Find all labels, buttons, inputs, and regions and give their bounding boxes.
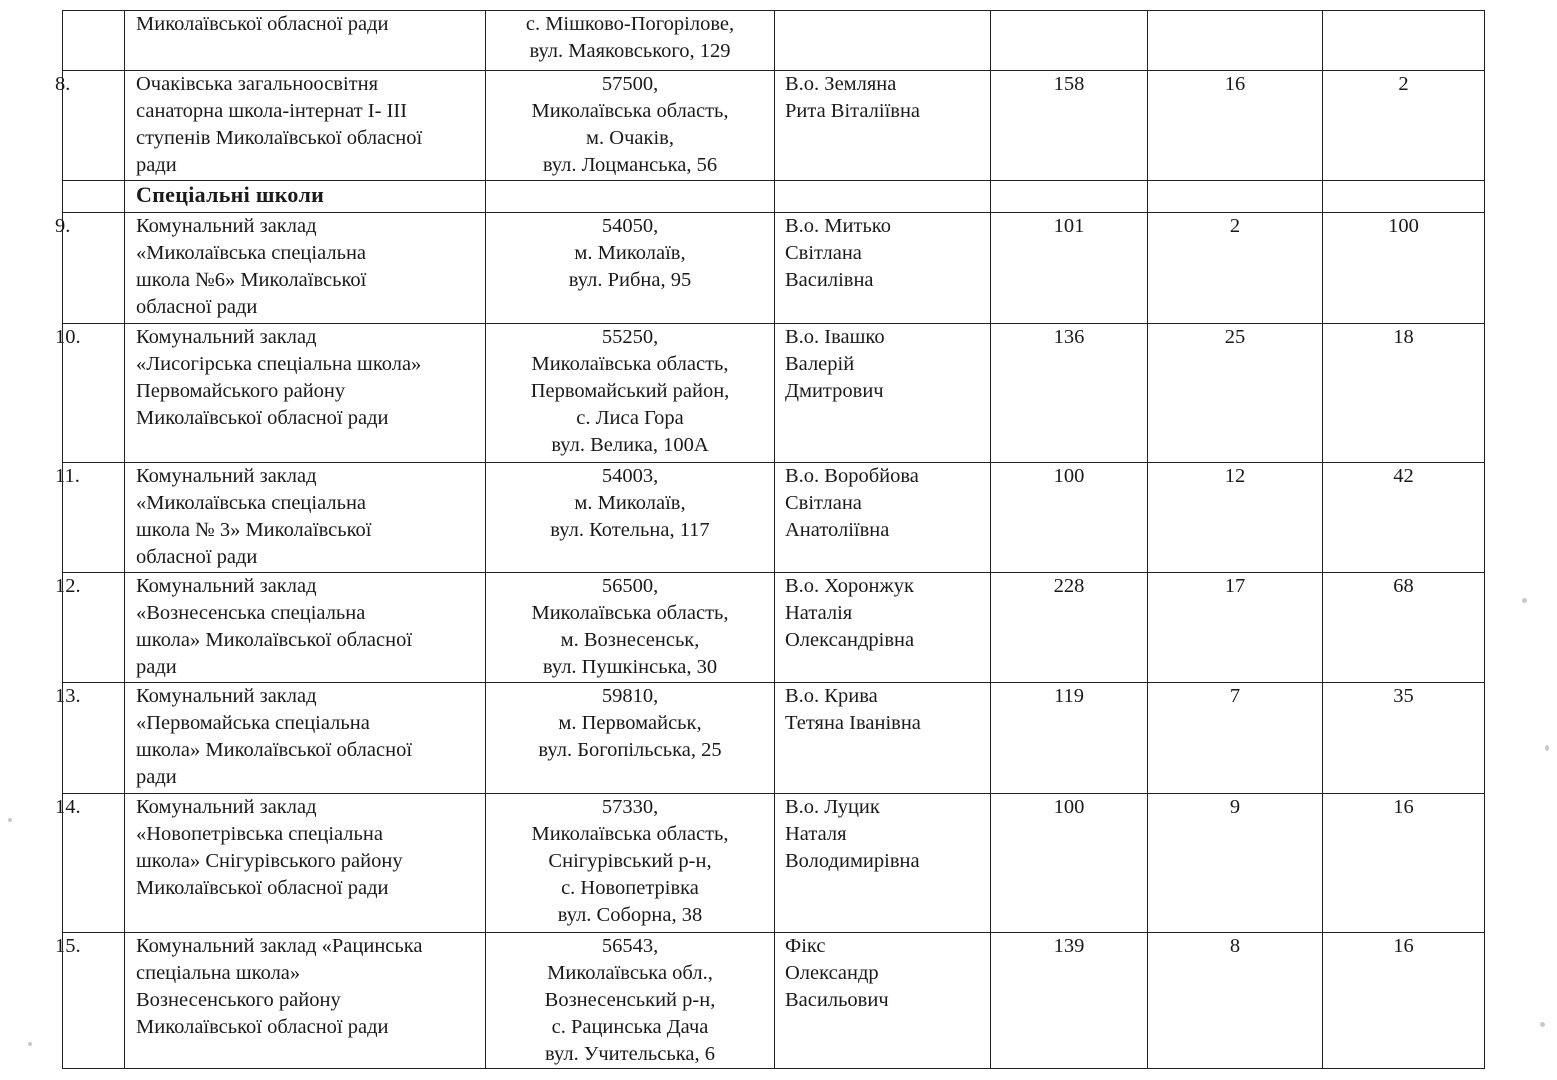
director-name bbox=[775, 11, 991, 71]
value-col-1: 139 bbox=[991, 933, 1148, 1069]
director-name: В.о. Митько Світлана Василівна bbox=[775, 213, 991, 324]
table-row bbox=[63, 324, 1485, 463]
institution-name: Комунальний заклад «Лисогірська спеціальна школа» Первомайського району Миколаївської обласної ради bbox=[125, 324, 486, 463]
value-col-1: 136 bbox=[991, 324, 1148, 463]
director-name: Фікс Олександр Васильович bbox=[775, 933, 991, 1069]
row-number bbox=[63, 11, 125, 71]
value-col-3: 18 bbox=[1323, 324, 1485, 463]
value-col-1: 228 bbox=[991, 573, 1148, 683]
institution-address: 54003, м. Миколаїв, вул. Котельна, 117 bbox=[486, 463, 775, 573]
value-col-2: 7 bbox=[1148, 683, 1323, 794]
scan-speck bbox=[28, 1042, 32, 1046]
institution-name: Миколаївської обласної ради bbox=[125, 11, 486, 71]
institution-name: Комунальний заклад «Вознесенська спеціальна школа» Миколаївської обласної ради bbox=[125, 573, 486, 683]
director-name: В.о. Хоронжук Наталія Олександрівна bbox=[775, 573, 991, 683]
value-col-2: 25 bbox=[1148, 324, 1323, 463]
value-col-2: 16 bbox=[1148, 71, 1323, 181]
scan-speck bbox=[1522, 598, 1527, 603]
director-name: В.о. Земляна Рита Віталіївна bbox=[775, 71, 991, 181]
row-number: 13. bbox=[63, 683, 125, 794]
institution-address: 57330, Миколаївська область, Снігурівський р-н, с. Новопетрівка вул. Соборна, 38 bbox=[486, 794, 775, 933]
value-col-3 bbox=[1323, 11, 1485, 71]
director-name: В.о. Крива Тетяна Іванівна bbox=[775, 683, 991, 794]
table-row bbox=[63, 933, 1485, 1069]
director-name: В.о. Воробйова Світлана Анатоліївна bbox=[775, 463, 991, 573]
row-number: 12. bbox=[63, 573, 125, 683]
value-col-1: 100 bbox=[991, 463, 1148, 573]
institution-name: Комунальний заклад «Первомайська спеціальна школа» Миколаївської обласної ради bbox=[125, 683, 486, 794]
director-name: В.о. Луцик Наталя Володимирівна bbox=[775, 794, 991, 933]
table-row bbox=[63, 683, 1485, 794]
institution-name: Очаківська загальноосвітня санаторна школа-інтернат І- ІІІ ступенів Миколаївської обласної ради bbox=[125, 71, 486, 181]
table-row bbox=[63, 213, 1485, 324]
institution-address: 56543, Миколаївська обл., Вознесенський р-н, с. Рацинська Дача вул. Учительська, 6 bbox=[486, 933, 775, 1069]
row-number: 8. bbox=[63, 71, 125, 181]
scan-speck bbox=[1545, 745, 1549, 751]
value-col-2 bbox=[1148, 11, 1323, 71]
institution-name: Комунальний заклад «Миколаївська спеціальна школа № 3» Миколаївської обласної ради bbox=[125, 463, 486, 573]
institution-name: Комунальний заклад «Миколаївська спеціальна школа №6» Миколаївської обласної ради bbox=[125, 213, 486, 324]
value-col-3: 35 bbox=[1323, 683, 1485, 794]
value-col-2: 8 bbox=[1148, 933, 1323, 1069]
institution-address: 56500, Миколаївська область, м. Вознесенськ, вул. Пушкінська, 30 bbox=[486, 573, 775, 683]
table-row bbox=[63, 794, 1485, 933]
section-title: Спеціальні школи bbox=[125, 181, 486, 213]
value-col-1: 101 bbox=[991, 213, 1148, 324]
value-col-2: 12 bbox=[1148, 463, 1323, 573]
value-col-1: 100 bbox=[991, 794, 1148, 933]
value-col-1 bbox=[991, 11, 1148, 71]
row-number: 9. bbox=[63, 213, 125, 324]
value-col-2: 17 bbox=[1148, 573, 1323, 683]
scan-speck bbox=[8, 818, 12, 822]
value-col-2: 2 bbox=[1148, 213, 1323, 324]
schools-table bbox=[55, 10, 1485, 1069]
value-col-3: 16 bbox=[1323, 794, 1485, 933]
value-col-2: 9 bbox=[1148, 794, 1323, 933]
table-row bbox=[63, 11, 1485, 71]
value-col-1: 119 bbox=[991, 683, 1148, 794]
director-name: В.о. Івашко Валерій Дмитрович bbox=[775, 324, 991, 463]
table-row bbox=[63, 71, 1485, 181]
value-col-1: 158 bbox=[991, 71, 1148, 181]
row-number: 10. bbox=[63, 324, 125, 463]
institution-address: 57500, Миколаївська область, м. Очаків, вул. Лоцманська, 56 bbox=[486, 71, 775, 181]
value-col-3: 68 bbox=[1323, 573, 1485, 683]
value-col-3: 2 bbox=[1323, 71, 1485, 181]
row-number: 11. bbox=[63, 463, 125, 573]
scan-speck bbox=[1540, 1022, 1545, 1027]
value-col-3: 16 bbox=[1323, 933, 1485, 1069]
value-col-3: 42 bbox=[1323, 463, 1485, 573]
institution-address: с. Мішково-Погорілове, вул. Маяковського, 129 bbox=[486, 11, 775, 71]
section-header-row bbox=[63, 181, 1485, 213]
table-row bbox=[63, 573, 1485, 683]
institution-address: 54050, м. Миколаїв, вул. Рибна, 95 bbox=[486, 213, 775, 324]
institution-address: 59810, м. Первомайськ, вул. Богопільська, 25 bbox=[486, 683, 775, 794]
institution-name: Комунальний заклад «Новопетрівська спеціальна школа» Снігурівського району Миколаївської обласної ради bbox=[125, 794, 486, 933]
value-col-3: 100 bbox=[1323, 213, 1485, 324]
row-number: 15. bbox=[63, 933, 125, 1069]
table-row bbox=[63, 463, 1485, 573]
institution-name: Комунальний заклад «Рацинська спеціальна школа» Вознесенського району Миколаївської обласної ради bbox=[125, 933, 486, 1069]
row-number: 14. bbox=[63, 794, 125, 933]
institution-address: 55250, Миколаївська область, Первомайський район, с. Лиса Гора вул. Велика, 100А bbox=[486, 324, 775, 463]
